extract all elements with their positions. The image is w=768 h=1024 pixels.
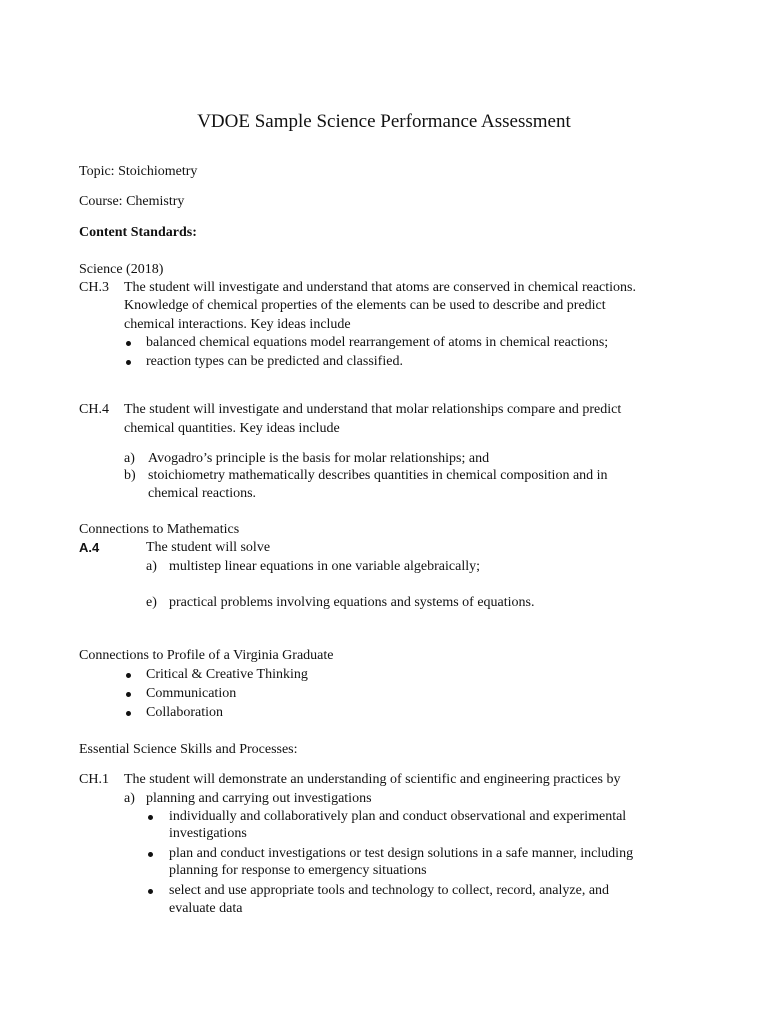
ch4-item-a: Avogadro’s principle is the basis for molar relationships; and xyxy=(148,451,490,466)
course-value: Chemistry xyxy=(126,194,185,209)
ch1-bullet-1-line-2: investigations xyxy=(169,826,247,841)
ch3-line-1: The student will investigate and understand that atoms are conserved in chemical reactions. xyxy=(124,280,636,295)
ch4-code: CH.4 xyxy=(79,402,109,417)
math-code: A.4 xyxy=(79,540,100,555)
ch1-bullet-2-line-1: plan and conduct investigations or test design solutions in a safe manner, including xyxy=(169,846,634,861)
topic-line xyxy=(79,163,197,181)
ch3-line-2: Knowledge of chemical properties of the elements can be used to describe and predict xyxy=(124,298,606,313)
skills-heading: Essential Science Skills and Processes: xyxy=(79,742,298,757)
bullet-dot-icon xyxy=(126,711,131,716)
ch1-item-a-marker: a) xyxy=(124,791,135,806)
ch1-bullet-1-line-1: individually and collaboratively plan and conduct observational and experimental xyxy=(169,809,627,824)
ch4-line-2: chemical quantities. Key ideas include xyxy=(124,421,340,436)
ch3-bullet-1: balanced chemical equations model rearrangement of atoms in chemical reactions; xyxy=(146,335,609,350)
ch3-line-3: chemical interactions. Key ideas include xyxy=(124,317,351,332)
bullet-dot-icon xyxy=(126,360,131,365)
bullet-dot-icon xyxy=(126,341,131,346)
ch3-bullet-2: reaction types can be predicted and classified. xyxy=(146,354,403,369)
ch4-line-1: The student will investigate and understand that molar relationships compare and predict xyxy=(124,402,622,417)
course-label: Course: xyxy=(79,194,123,209)
ch1-bullet-2-line-2: planning for response to emergency situations xyxy=(169,863,427,878)
ch1-item-a: planning and carrying out investigations xyxy=(146,791,372,806)
profile-heading: Connections to Profile of a Virginia Graduate xyxy=(79,648,334,663)
document-title: VDOE Sample Science Performance Assessment xyxy=(197,111,571,132)
bullet-dot-icon xyxy=(126,673,131,678)
topic-value: Stoichiometry xyxy=(118,164,198,179)
course-line xyxy=(79,193,184,211)
ch4-item-b-line-2: chemical reactions. xyxy=(148,486,257,501)
content-standards-heading: Content Standards: xyxy=(79,225,197,240)
profile-bullet-2: Communication xyxy=(146,686,237,701)
ch1-bullet-3-line-2: evaluate data xyxy=(169,901,243,916)
ch1-statement: The student will demonstrate an understanding of scientific and engineering practices by xyxy=(124,772,621,787)
math-heading: Connections to Mathematics xyxy=(79,522,240,537)
math-item-a: multistep linear equations in one variable algebraically; xyxy=(169,559,481,574)
ch1-code: CH.1 xyxy=(79,772,109,787)
math-item-e-marker: e) xyxy=(146,595,157,610)
math-item-e: practical problems involving equations and systems of equations. xyxy=(169,595,535,610)
math-statement: The student will solve xyxy=(146,540,271,555)
ch4-item-b-line-1: stoichiometry mathematically describes quantities in chemical composition and in xyxy=(148,468,608,483)
bullet-dot-icon xyxy=(126,692,131,697)
ch4-item-b-marker: b) xyxy=(124,468,136,483)
science-heading: Science (2018) xyxy=(79,262,164,277)
profile-bullet-1: Critical & Creative Thinking xyxy=(146,667,308,682)
profile-bullet-3: Collaboration xyxy=(146,705,223,720)
ch1-bullet-3-line-1: select and use appropriate tools and technology to collect, record, analyze, and xyxy=(169,883,610,898)
bullet-dot-icon xyxy=(148,815,153,820)
bullet-dot-icon xyxy=(148,889,153,894)
ch3-code: CH.3 xyxy=(79,280,109,295)
topic-label: Topic: xyxy=(79,164,115,179)
ch4-item-a-marker: a) xyxy=(124,451,135,466)
bullet-dot-icon xyxy=(148,852,153,857)
math-item-a-marker: a) xyxy=(146,559,157,574)
